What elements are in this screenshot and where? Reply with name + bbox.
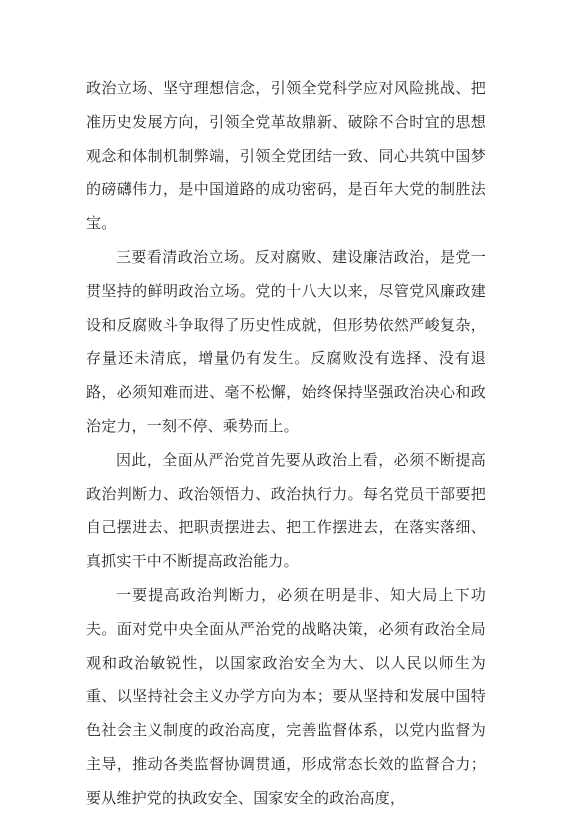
paragraph-2: 三要看清政治立场。反对腐败、建设廉洁政治，是党一贯坚持的鲜明政治立场。党的十八大以来，尽管党风廉政建设和反腐败斗争取得了历史性成就，但形势依然严峻复杂，存量还未清底，增量仍有发生。反腐败没有选择、没有退路，必须知难而进、毫不松懈，始终保持坚强政治决心和政治定力，一刻不停、乘势而上。 <box>86 247 486 435</box>
paragraph-4: 一要提高政治判断力，必须在明是非、知大局上下功夫。面对党中央全面从严治党的战略决策，必须有政治全局观和政治敏锐性，以国家政治安全为大、以人民以师生为重、以坚持社会主义办学方向为本；要从坚持和发展中国特色社会主义制度的政治高度，完善监督体系，以党内监督为主导，推动各类监督协调贯通，形成常态长效的监督合力；要从维护党的执政安全、国家安全的政治高度， <box>86 585 486 807</box>
document-body <box>86 72 486 816</box>
paragraph-3: 因此，全面从严治党首先要从政治上看，必须不断提高政治判断力、政治领悟力、政治执行力。每名党员干部要把自己摆进去、把职责摆进去、把工作摆进去，在落实落细、真抓实干中不断提高政治能力。 <box>86 450 486 571</box>
paragraph-1: 政治立场、坚守理想信念，引领全党科学应对风险挑战、把准历史发展方向，引领全党革故鼎新、破除不合时宜的思想观念和体制机制弊端，引领全党团结一致、同心共筑中国梦的磅礴伟力，是中国道路的成功密码，是百年大党的制胜法宝。 <box>86 79 486 233</box>
